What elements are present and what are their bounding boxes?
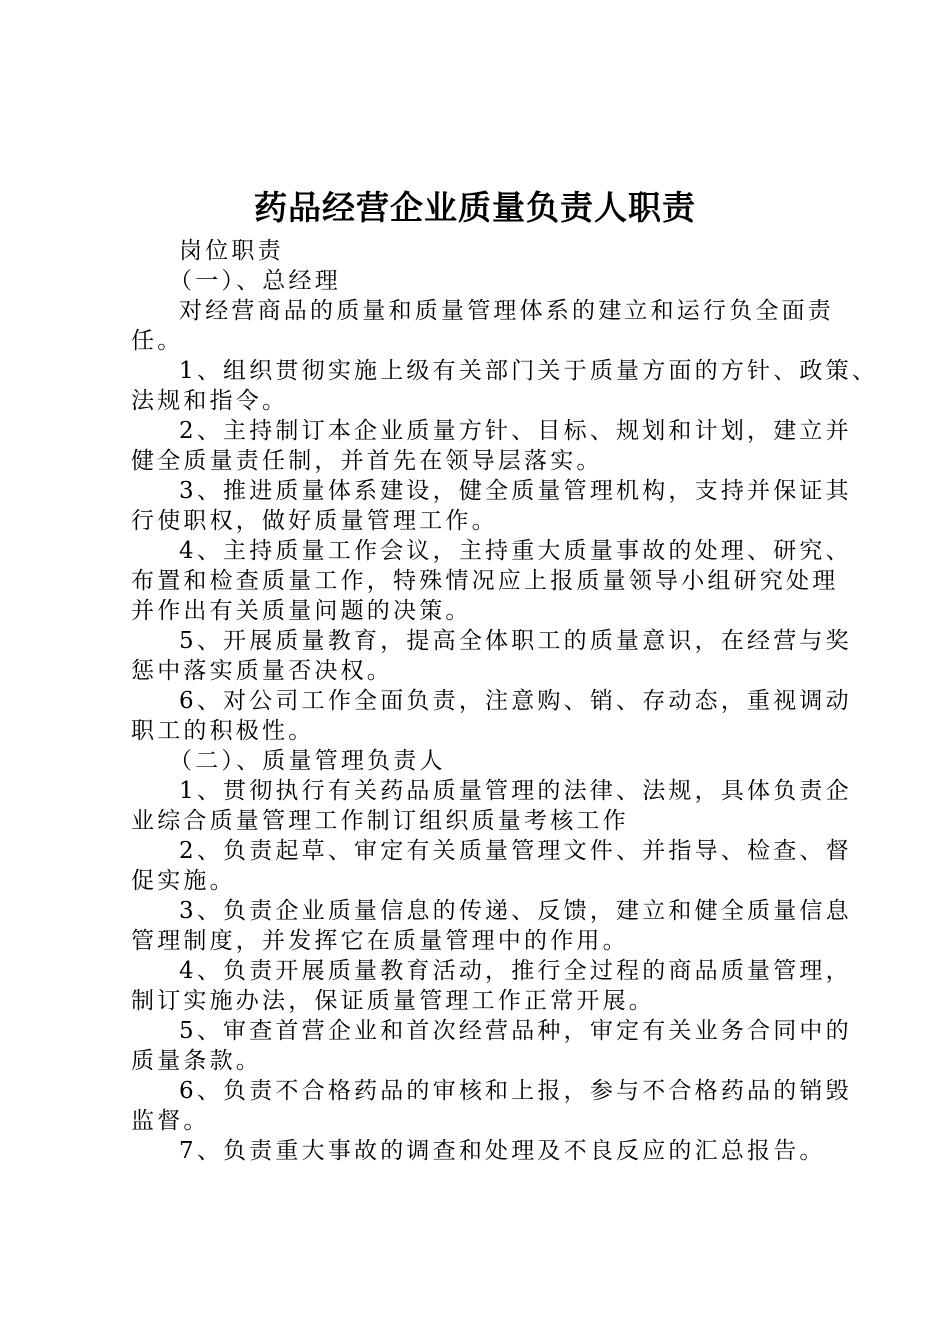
paragraph-line: 3、推进质量体系建设，健全质量管理机构，支持并保证其 [179, 478, 852, 504]
paragraph-line: 2、主持制订本企业质量方针、目标、规划和计划，建立并 [179, 418, 852, 444]
paragraph-line: 对经营商品的质量和质量管理体系的建立和运行负全面责 [179, 298, 834, 324]
paragraph-line: 任。 [131, 328, 184, 354]
paragraph-line: 5、审查首营企业和首次经营品种，审定有关业务合同中的 [179, 1018, 852, 1044]
paragraph-line: 制订实施办法，保证质量管理工作正常开展。 [131, 988, 655, 1014]
paragraph-line: 业综合质量管理工作制订组织质量考核工作 [131, 808, 629, 834]
paragraph-line: 健全质量责任制，并首先在领导层落实。 [131, 448, 603, 474]
paragraph-line: 质量条款。 [131, 1048, 262, 1074]
paragraph-line: 布置和检查质量工作，特殊情况应上报质量领导小组研究处理 [131, 568, 839, 594]
paragraph-line: 1、贯彻执行有关药品质量管理的法律、法规，具体负责企 [179, 778, 852, 804]
paragraph-line: 管理制度，并发挥它在质量管理中的作用。 [131, 928, 629, 954]
paragraph-line: 并作出有关质量问题的决策。 [131, 598, 472, 624]
paragraph-line: 3、负责企业质量信息的传递、反馈，建立和健全质量信息 [179, 898, 852, 924]
paragraph-line: 职工的积极性。 [131, 718, 315, 744]
paragraph-line: 5、开展质量教育，提高全体职工的质量意识，在经营与奖 [179, 628, 852, 654]
paragraph-line: 7、负责重大事故的调查和处理及不良反应的汇总报告。 [179, 1138, 826, 1164]
paragraph-line: 1、组织贯彻实施上级有关部门关于质量方面的方针、政策、 [179, 358, 879, 384]
section-heading: （一）、总经理 [169, 268, 341, 294]
paragraph-line: 法规和指令。 [131, 388, 289, 414]
document-body [131, 236, 879, 1166]
paragraph-line: 行使职权，做好质量管理工作。 [131, 508, 498, 534]
document-title: 药品经营企业质量负责人职责 [254, 188, 696, 227]
section-label: 岗位职责 [179, 238, 284, 264]
section-heading: （二）、质量管理负责人 [169, 748, 446, 774]
paragraph-line: 促实施。 [131, 868, 236, 894]
paragraph-line: 6、对公司工作全面负责，注意购、销、存动态，重视调动 [179, 688, 852, 714]
paragraph-line: 4、负责开展质量教育活动，推行全过程的商品质量管理， [179, 958, 852, 984]
paragraph-line: 2、负责起草、审定有关质量管理文件、并指导、检查、督 [179, 838, 852, 864]
paragraph-line: 监督。 [131, 1108, 210, 1134]
paragraph-line: 惩中落实质量否决权。 [131, 658, 393, 684]
paragraph-line: 6、负责不合格药品的审核和上报，参与不合格药品的销毁 [179, 1078, 852, 1104]
paragraph-line: 4、主持质量工作会议，主持重大质量事故的处理、研究、 [179, 538, 852, 564]
